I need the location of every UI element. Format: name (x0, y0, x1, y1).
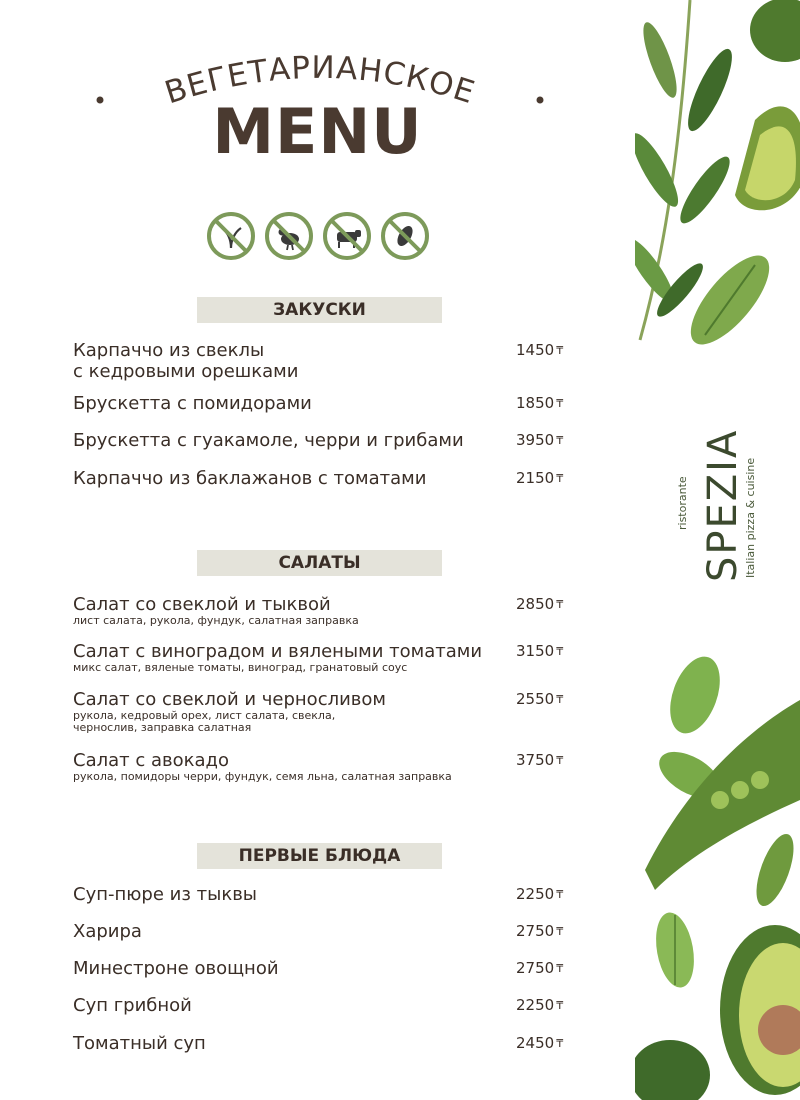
section-header-zakuski: ЗАКУСКИ (197, 297, 442, 323)
item-description: микс салат, вяленые томаты, виноград, гранатовый соус (73, 661, 408, 674)
item-name: Томатный суп (73, 1033, 206, 1054)
item-price: 2250 ₸ (516, 885, 564, 903)
no-chicken-icon (263, 210, 315, 262)
item-name: Салат со свеклой и черносливом (73, 689, 386, 710)
menu-item (73, 393, 573, 414)
item-price: 3950 ₸ (516, 431, 564, 449)
item-price: 2750 ₸ (516, 922, 564, 940)
menu-item (73, 641, 573, 674)
item-name: Минестроне овощной (73, 958, 279, 979)
avocado-top-image (735, 0, 800, 210)
menu-item (73, 995, 573, 1016)
item-price: 1850 ₸ (516, 394, 564, 412)
item-price: 3150 ₸ (516, 642, 564, 660)
item-name: Салат с авокадо (73, 750, 229, 771)
section-header-salaty: САЛАТЫ (197, 550, 442, 576)
item-name: Салат со свеклой и тыквой (73, 594, 331, 615)
item-name: Салат с виноградом и вялеными томатами (73, 641, 483, 662)
menu-item (73, 958, 573, 979)
menu-item (73, 594, 573, 627)
item-price: 2150 ₸ (516, 469, 564, 487)
arc-title: ВЕГЕТАРИАНСКОЕ (160, 49, 480, 112)
menu-item (73, 884, 573, 905)
item-name: Карпаччо из свеклы (73, 340, 265, 361)
page-title: MENU (212, 95, 423, 168)
item-name: Карпаччо из баклажанов с томатами (73, 468, 427, 489)
item-price: 2550 ₸ (516, 690, 564, 708)
no-leaf-icon (205, 210, 257, 262)
item-name: Брускетта с помидорами (73, 393, 312, 414)
brand-name: SPEZIA (700, 428, 746, 582)
brand-ristorante: ristorante (676, 476, 689, 530)
small-leaf-image (651, 909, 700, 990)
pea-pod-image (645, 700, 800, 910)
item-price: 2250 ₸ (516, 996, 564, 1014)
brand-tagline: Italian pizza & cuisine (744, 457, 757, 578)
menu-item (73, 1033, 573, 1054)
menu-item (73, 689, 573, 734)
menu-item (73, 430, 573, 451)
item-name: Суп грибной (73, 995, 192, 1016)
item-description: лист салата, рукола, фундук, салатная заправка (73, 614, 359, 627)
green-leaf-image (678, 244, 782, 357)
item-name-line2: с кедровыми орешками (73, 361, 299, 382)
item-name: Харира (73, 921, 142, 942)
item-price: 2850 ₸ (516, 595, 564, 613)
item-description: рукола, помидоры черри, фундук, семя льна, салатная заправка (73, 770, 452, 783)
menu-item (73, 340, 573, 382)
menu-item (73, 750, 573, 783)
menu-item (73, 921, 573, 942)
item-description: рукола, кедровый орех, лист салата, свекла, (73, 709, 336, 722)
item-name: Брускетта с гуакамоле, черри и грибами (73, 430, 464, 451)
item-price: 2750 ₸ (516, 959, 564, 977)
section-header-pervye-blyuda: ПЕРВЫЕ БЛЮДА (197, 843, 442, 869)
item-description-line2: чернослив, заправка салатная (73, 721, 252, 734)
item-price: 3750 ₸ (516, 751, 564, 769)
item-price: 1450 ₸ (516, 341, 564, 359)
diet-icons (205, 210, 435, 266)
item-name: Суп-пюре из тыквы (73, 884, 258, 905)
item-price: 2450 ₸ (516, 1034, 564, 1052)
no-cow-icon (321, 210, 373, 262)
no-fish-icon (379, 210, 431, 262)
menu-item (73, 468, 573, 489)
